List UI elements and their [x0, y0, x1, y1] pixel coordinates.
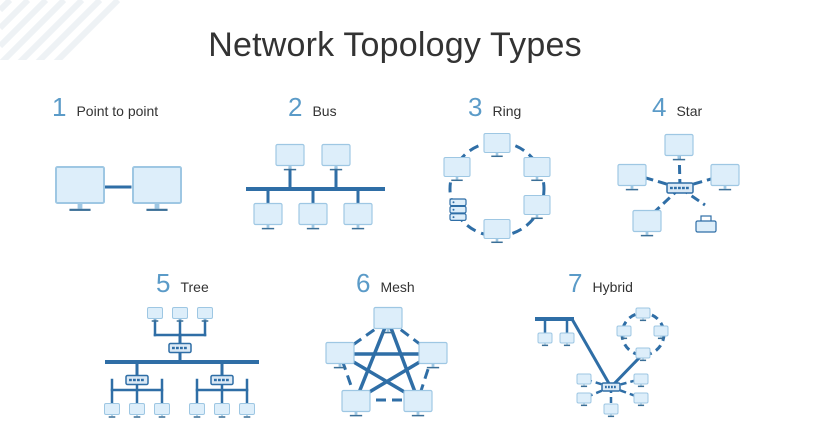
monitor-screen [254, 204, 282, 225]
computer-monitor-icon [326, 343, 354, 369]
monitor-base [244, 416, 251, 418]
monitor-neck [642, 318, 643, 320]
monitor-screen [665, 135, 693, 156]
monitor-neck [267, 225, 270, 228]
monitor-neck [136, 415, 138, 417]
monitor-base [608, 416, 614, 418]
monitor-neck [496, 239, 499, 242]
computer-monitor-icon [190, 404, 205, 418]
monitor-screen [344, 204, 372, 225]
topology-ring [444, 134, 550, 244]
monitor-neck [646, 232, 649, 235]
server-unit [450, 214, 466, 221]
monitor-screen [173, 308, 188, 319]
computer-monitor-icon [444, 158, 470, 182]
monitor-screen [404, 391, 432, 412]
computer-monitor-icon [254, 204, 282, 230]
monitor-neck [544, 343, 545, 345]
computer-monitor-icon [148, 308, 163, 322]
switch-port [180, 347, 183, 349]
monitor-screen [198, 308, 213, 319]
computer-monitor-icon [634, 374, 648, 387]
monitor-screen [148, 308, 163, 319]
monitor-neck [536, 177, 539, 180]
switch-port [682, 187, 685, 189]
monitor-screen [634, 393, 648, 403]
monitor-screen [56, 167, 104, 203]
computer-monitor-icon [577, 374, 591, 387]
monitor-base [581, 386, 587, 388]
monitor-screen [636, 308, 650, 318]
monitor-base [152, 320, 159, 322]
monitor-screen [190, 404, 205, 415]
monitor-base [542, 345, 548, 347]
monitor-neck [640, 384, 641, 386]
computer-monitor-icon [404, 391, 432, 417]
switch-port [133, 379, 136, 381]
monitor-base [719, 189, 731, 191]
computer-monitor-icon [711, 165, 739, 191]
printer-icon [696, 216, 716, 232]
topology-number: 6 [356, 268, 371, 298]
switch-port [605, 386, 607, 388]
switch-port [611, 386, 613, 388]
switch-port [184, 347, 187, 349]
computer-monitor-icon [130, 404, 145, 418]
computer-monitor-icon [374, 308, 402, 334]
monitor-screen [155, 404, 170, 415]
switch-port [214, 379, 217, 381]
switch-port [222, 379, 225, 381]
monitor-screen [634, 374, 648, 384]
monitor-neck [387, 329, 390, 332]
topology-star [618, 135, 739, 237]
monitor-base [352, 228, 364, 230]
computer-monitor-icon [276, 145, 304, 171]
computer-monitor-icon [618, 165, 646, 191]
monitor-screen [240, 404, 255, 415]
monitor-neck [631, 186, 634, 189]
monitor-screen [276, 145, 304, 166]
topology-number: 1 [52, 92, 67, 122]
topology-name: Star [676, 103, 703, 119]
switch-hub-icon [211, 376, 233, 385]
computer-monitor-icon [484, 220, 510, 244]
server-icon [450, 199, 466, 220]
printer-body [696, 221, 716, 232]
monitor-screen [484, 134, 510, 153]
monitor-screen [524, 158, 550, 177]
monitor-base [146, 209, 167, 211]
monitor-neck [111, 415, 113, 417]
monitor-screen [577, 374, 591, 384]
computer-monitor-icon [322, 145, 350, 171]
server-led [453, 201, 455, 203]
server-led [453, 209, 455, 211]
monitor-screen [560, 333, 574, 343]
computer-monitor-icon [240, 404, 255, 418]
monitor-screen [374, 308, 402, 329]
monitor-base [673, 159, 685, 161]
topology-name: Ring [492, 103, 522, 119]
computer-monitor-icon [344, 204, 372, 230]
monitor-base [491, 242, 502, 244]
monitor-neck [456, 177, 459, 180]
server-unit [450, 199, 466, 206]
monitor-base [284, 169, 296, 171]
switch-port [614, 386, 616, 388]
monitor-screen [524, 196, 550, 215]
topology-tree [105, 308, 258, 418]
switch-port [674, 187, 677, 189]
monitor-base [640, 360, 646, 362]
monitor-neck [623, 336, 624, 338]
monitor-screen [577, 393, 591, 403]
monitor-neck [678, 156, 681, 159]
switch-port [129, 379, 132, 381]
monitor-neck [179, 319, 181, 321]
topology-name: Mesh [380, 279, 415, 295]
monitor-neck [724, 186, 727, 189]
monitor-base [451, 180, 462, 182]
computer-monitor-icon [636, 308, 650, 321]
monitor-base [159, 416, 166, 418]
monitor-screen [419, 343, 447, 364]
switch-hub-icon [667, 183, 693, 193]
monitor-base [621, 338, 627, 340]
topology-name: Tree [180, 279, 209, 295]
monitor-screen [636, 348, 650, 358]
monitor-neck [204, 319, 206, 321]
monitor-neck [432, 364, 435, 367]
computer-monitor-icon [299, 204, 327, 230]
monitor-base [330, 169, 342, 171]
switch-port [686, 187, 689, 189]
monitor-neck [289, 166, 292, 169]
monitor-base [412, 415, 424, 417]
topology-hybrid [537, 308, 668, 417]
monitor-screen [633, 211, 661, 232]
monitor-screen [342, 391, 370, 412]
monitor-screen [604, 404, 618, 414]
topology-name: Point to point [76, 103, 159, 119]
computer-monitor-icon [617, 326, 631, 339]
monitor-neck [155, 203, 160, 209]
monitor-base [69, 209, 90, 211]
switch-port [218, 379, 221, 381]
monitor-screen [618, 165, 646, 186]
topology-number: 5 [156, 268, 171, 298]
monitor-neck [246, 415, 248, 417]
computer-monitor-icon [198, 308, 213, 322]
monitor-screen [484, 220, 510, 239]
monitor-neck [161, 415, 163, 417]
monitor-base [581, 405, 587, 407]
monitor-base [202, 320, 209, 322]
monitor-neck [583, 403, 584, 405]
monitor-neck [339, 364, 342, 367]
computer-monitor-icon [133, 167, 181, 211]
monitor-base [334, 367, 346, 369]
monitor-screen [130, 404, 145, 415]
switch-port [226, 379, 229, 381]
monitor-screen [444, 158, 470, 177]
monitor-neck [312, 225, 315, 228]
monitor-base [531, 180, 542, 182]
computer-monitor-icon [105, 404, 120, 418]
topology-number: 3 [468, 92, 483, 122]
monitor-neck [660, 336, 661, 338]
monitor-neck [78, 203, 83, 209]
monitor-base [641, 235, 653, 237]
monitor-neck [221, 415, 223, 417]
computer-monitor-icon [56, 167, 104, 211]
monitor-screen [133, 167, 181, 203]
switch-port [678, 187, 681, 189]
monitor-base [491, 156, 502, 158]
computer-monitor-icon [342, 391, 370, 417]
topology-number: 2 [288, 92, 303, 122]
computer-monitor-icon [155, 404, 170, 418]
computer-monitor-icon [634, 393, 648, 406]
monitor-screen [538, 333, 552, 343]
monitor-neck [640, 403, 641, 405]
monitor-base [194, 416, 201, 418]
topology-point-to-point [56, 167, 181, 211]
switch-hub-icon [602, 383, 620, 391]
monitor-neck [355, 412, 358, 415]
monitor-neck [610, 414, 611, 416]
computer-monitor-icon [173, 308, 188, 322]
computer-monitor-icon [538, 333, 552, 346]
monitor-neck [566, 343, 567, 345]
monitor-screen [105, 404, 120, 415]
server-unit [450, 206, 466, 213]
computer-monitor-icon [419, 343, 447, 369]
monitor-neck [642, 358, 643, 360]
server-led [453, 216, 455, 218]
monitor-base [640, 320, 646, 322]
monitor-neck [335, 166, 338, 169]
monitor-neck [154, 319, 156, 321]
switch-port [172, 347, 175, 349]
monitor-neck [196, 415, 198, 417]
monitor-base [307, 228, 319, 230]
monitor-screen [654, 326, 668, 336]
monitor-neck [357, 225, 360, 228]
monitor-screen [617, 326, 631, 336]
monitor-screen [215, 404, 230, 415]
monitor-screen [711, 165, 739, 186]
monitor-base [531, 218, 542, 220]
monitor-base [134, 416, 141, 418]
switch-port [608, 386, 610, 388]
computer-monitor-icon [633, 211, 661, 237]
monitor-base [109, 416, 116, 418]
switch-hub-icon [126, 376, 148, 385]
computer-monitor-icon [215, 404, 230, 418]
monitor-base [382, 332, 394, 334]
monitor-neck [583, 384, 584, 386]
monitor-neck [496, 153, 499, 156]
monitor-neck [417, 412, 420, 415]
switch-port [137, 379, 140, 381]
monitor-base [658, 338, 664, 340]
topology-name: Hybrid [592, 279, 633, 295]
computer-monitor-icon [484, 134, 510, 158]
computer-monitor-icon [654, 326, 668, 339]
monitor-base [262, 228, 274, 230]
topology-number: 7 [568, 268, 583, 298]
monitor-base [219, 416, 226, 418]
topology-name: Bus [312, 103, 337, 119]
monitor-base [177, 320, 184, 322]
computer-monitor-icon [665, 135, 693, 161]
monitor-base [350, 415, 362, 417]
switch-hub-icon [169, 344, 191, 353]
switch-port [670, 187, 673, 189]
monitor-base [638, 405, 644, 407]
page-title: Network Topology Types [208, 26, 582, 64]
switch-port [176, 347, 179, 349]
monitor-neck [536, 215, 539, 218]
switch-port [141, 379, 144, 381]
monitor-screen [299, 204, 327, 225]
computer-monitor-icon [524, 158, 550, 182]
monitor-base [564, 345, 570, 347]
computer-monitor-icon [560, 333, 574, 346]
computer-monitor-icon [604, 404, 618, 417]
monitor-base [638, 386, 644, 388]
monitor-screen [326, 343, 354, 364]
topology-mesh [326, 308, 447, 417]
monitor-base [626, 189, 638, 191]
monitor-screen [322, 145, 350, 166]
computer-monitor-icon [524, 196, 550, 220]
computer-monitor-icon [577, 393, 591, 406]
monitor-base [427, 367, 439, 369]
topology-bus [248, 145, 383, 230]
topology-number: 4 [652, 92, 667, 122]
